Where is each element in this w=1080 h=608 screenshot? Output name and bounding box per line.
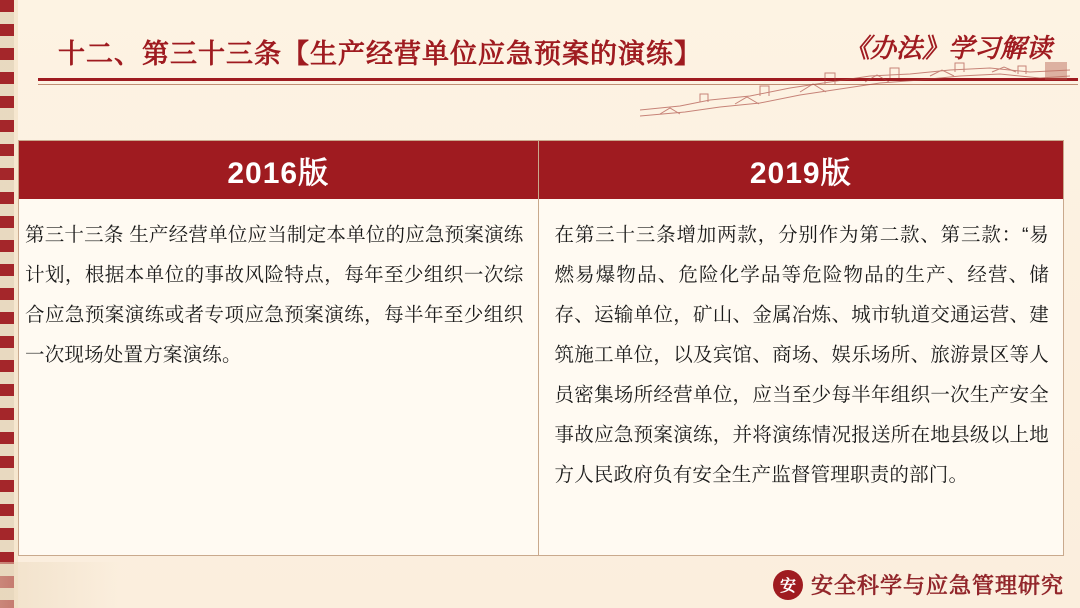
- table-column-2019: [539, 141, 1064, 555]
- slide-header: [18, 0, 1080, 120]
- watermark-logo-icon: 安: [773, 570, 803, 600]
- comparison-table: [18, 140, 1064, 556]
- left-decorative-bar: [0, 0, 14, 608]
- bottom-left-decoration: [0, 562, 120, 608]
- column-body-2019: 在第三十三条增加两款，分别作为第二款、第三款：“易燃易爆物品、危险化学品等危险物品的生产、经营、储存、运输单位，矿山、金属冶炼、城市轨道交通运营、建筑施工单位，以及宾馆、商场、娱乐场所、旅游景区等人员密集场所经营单位，应当至少每半年组织一次生产安全事故应急预案演练，并将演练情况报送所在地县级以上地方人民政府负有安全生产监督管理职责的部门。: [554, 224, 1049, 486]
- table-column-2016: [19, 141, 539, 555]
- watermark-text: 安全科学与应急管理研究: [810, 573, 1064, 598]
- header-subtitle: 《办法》学习解读: [843, 34, 1052, 64]
- column-body-2016: 第三十三条 生产经营单位应当制定本单位的应急预案演练计划，根据本单位的事故风险特点，每年至少组织一次综合应急预案演练或者专项应急预案演练，每半年至少组织一次现场处置方案演练。: [25, 224, 524, 366]
- column-header-2019: 2019版: [539, 141, 1064, 199]
- footer-watermark: [773, 569, 1064, 600]
- column-header-2016: 2016版: [19, 141, 538, 199]
- page-title: 十二、第三十三条【生产经营单位应急预案的演练】: [58, 39, 702, 69]
- great-wall-illustration-icon: [640, 60, 1070, 118]
